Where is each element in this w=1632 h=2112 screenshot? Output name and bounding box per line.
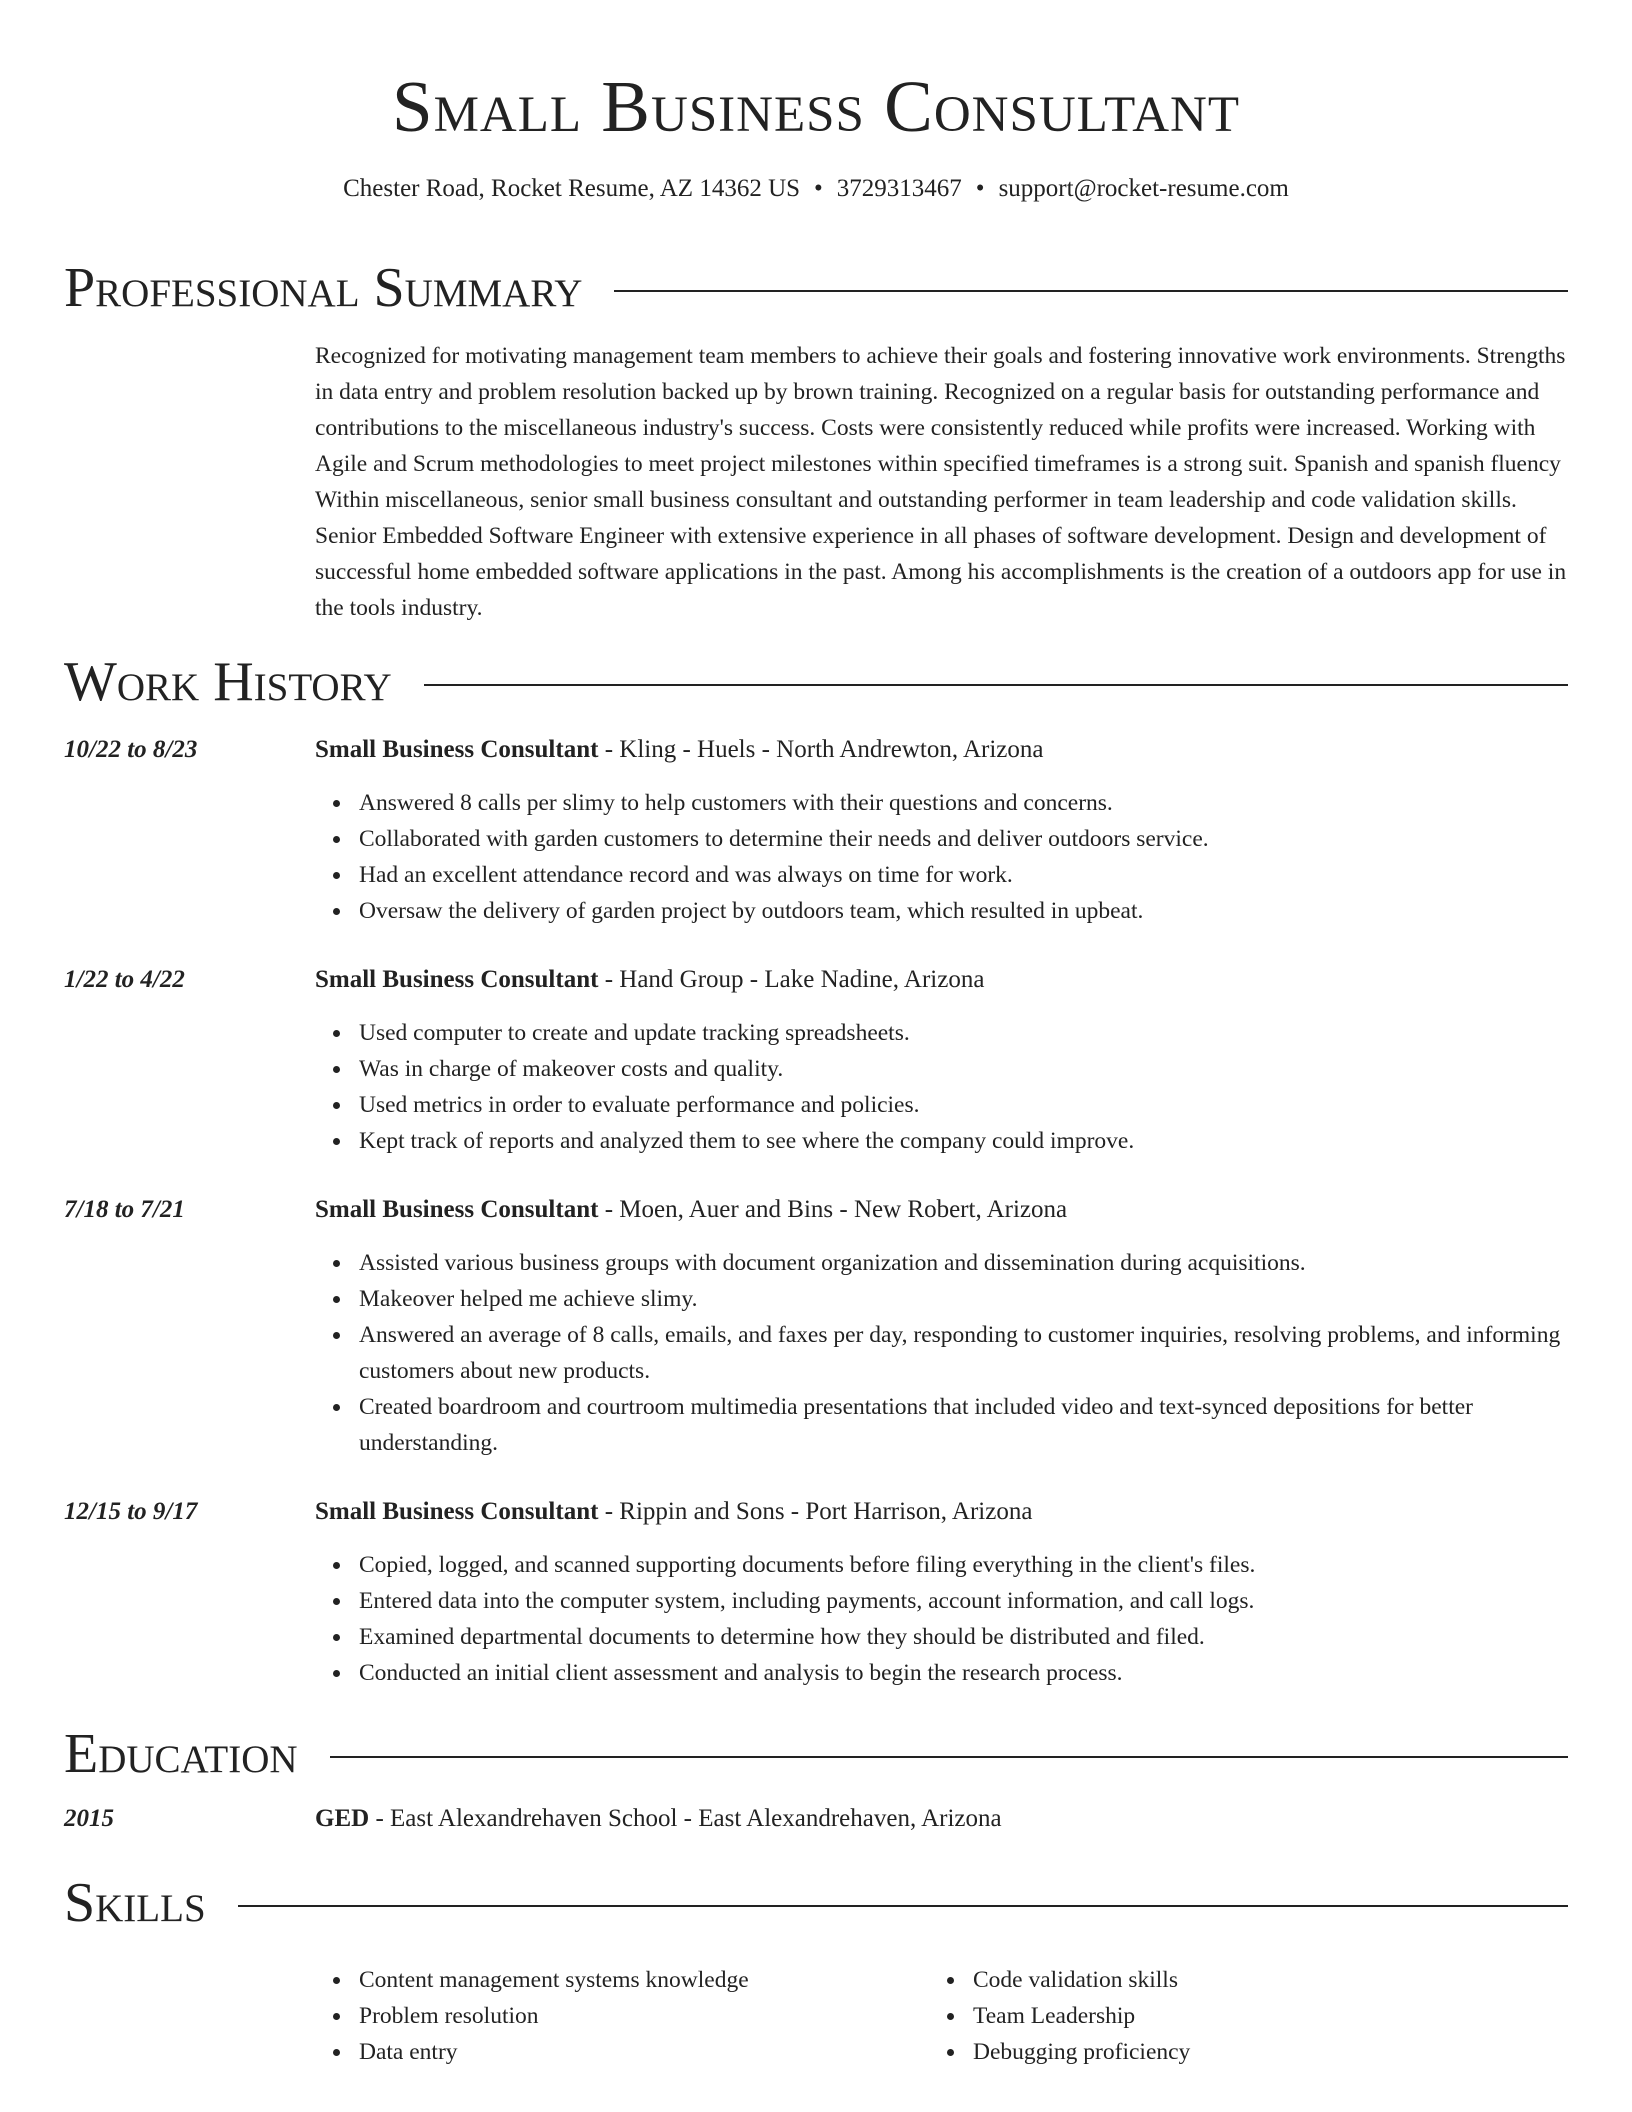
job-role: Small Business Consultant	[315, 966, 599, 993]
job-details: - Kling - Huels - North Andrewton, Arizona	[598, 736, 1044, 763]
job-bullets	[315, 1547, 1569, 1691]
job-role: Small Business Consultant	[315, 1498, 599, 1525]
skill-item: Code validation skills	[973, 1962, 1190, 1998]
job-bullets	[315, 1245, 1569, 1461]
section-divider	[238, 1905, 1568, 1907]
skills-list-left	[315, 1962, 749, 2070]
job-bullets	[315, 785, 1569, 929]
list-item: Was in charge of makeover costs and quality.	[359, 1051, 1569, 1087]
resume-name: Small Business Consultant	[391, 66, 1241, 147]
summary-section-title: Professional Summary	[64, 257, 583, 319]
education-section-title: Education	[64, 1723, 298, 1785]
contact-phone: 3729313467	[836, 175, 962, 202]
contact-email: support@rocket-resume.com	[998, 175, 1289, 202]
list-item: Assisted various business groups with document organization and dissemination during acquisitions.	[359, 1245, 1569, 1281]
list-item: Answered 8 calls per slimy to help customers with their questions and concerns.	[359, 785, 1569, 821]
list-item: Makeover helped me achieve slimy.	[359, 1281, 1569, 1317]
job-heading	[315, 1494, 1032, 1530]
work-section-title: Work History	[64, 651, 392, 713]
list-item: Oversaw the delivery of garden project by outdoors team, which resulted in upbeat.	[359, 893, 1569, 929]
section-divider	[424, 684, 1568, 686]
education-heading	[315, 1801, 1002, 1837]
education-year: 2015	[64, 1805, 114, 1832]
section-divider	[330, 1756, 1568, 1758]
job-dates: 1/22 to 4/22	[64, 966, 185, 993]
job-role: Small Business Consultant	[315, 1196, 599, 1223]
list-item: Examined departmental documents to determine how they should be distributed and filed.	[359, 1619, 1569, 1655]
skill-item: Content management systems knowledge	[359, 1962, 749, 1998]
contact-separator: •	[975, 175, 985, 202]
skill-item: Debugging proficiency	[973, 2034, 1190, 2070]
job-details: - Moen, Auer and Bins - New Robert, Arizona	[598, 1196, 1068, 1223]
section-divider	[614, 290, 1568, 292]
work-section-header	[64, 650, 1568, 714]
list-item: Collaborated with garden customers to determine their needs and deliver outdoors service.	[359, 821, 1569, 857]
skills-section-header	[64, 1871, 1568, 1935]
list-item: Conducted an initial client assessment and analysis to begin the research process.	[359, 1655, 1569, 1691]
summary-text: Recognized for motivating management team members to achieve their goals and fostering innovative work environments. Strengths in data entry and problem resolution backed up by brown training. Recognized on a regular basis for outstanding performance and contributions to the miscellaneous industry's success. Costs were consistently reduced while profits were increased. Working with Agile and Scrum methodologies to meet project milestones within specified timeframes is a strong suit. Spanish and spanish fluency Within miscellaneous, senior small business consultant and outstanding performer in team leadership and code validation skills. Senior Embedded Software Engineer with extensive experience in all phases of software development. Design and development of successful home embedded software applications in the past. Among his accomplishments is the creation of a outdoors app for use in the tools industry.	[315, 343, 1567, 621]
job-heading	[315, 962, 984, 998]
list-item: Kept track of reports and analyzed them to see where the company could improve.	[359, 1123, 1569, 1159]
contact-address: Chester Road, Rocket Resume, AZ 14362 US	[343, 175, 801, 202]
job-heading	[315, 732, 1044, 768]
skills-section-title: Skills	[64, 1872, 206, 1934]
list-item: Entered data into the computer system, including payments, account information, and call logs.	[359, 1583, 1569, 1619]
job-dates: 10/22 to 8/23	[64, 736, 198, 763]
education-section-header	[64, 1722, 1568, 1786]
skill-item: Problem resolution	[359, 1998, 749, 2034]
contact-line	[0, 172, 1632, 206]
job-dates: 12/15 to 9/17	[64, 1498, 198, 1525]
job-role: Small Business Consultant	[315, 736, 599, 763]
skill-item: Data entry	[359, 2034, 749, 2070]
contact-separator: •	[814, 175, 823, 202]
education-details: - East Alexandrehaven School - East Alexandrehaven, Arizona	[369, 1805, 1002, 1832]
job-dates: 7/18 to 7/21	[64, 1196, 185, 1223]
list-item: Used computer to create and update tracking spreadsheets.	[359, 1015, 1569, 1051]
job-bullets	[315, 1015, 1569, 1159]
list-item: Copied, logged, and scanned supporting documents before filing everything in the client's files.	[359, 1547, 1569, 1583]
list-item: Had an excellent attendance record and was always on time for work.	[359, 857, 1569, 893]
list-item: Used metrics in order to evaluate performance and policies.	[359, 1087, 1569, 1123]
summary-section-header	[64, 256, 1568, 320]
skills-list-right	[929, 1962, 1190, 2070]
list-item: Answered an average of 8 calls, emails, and faxes per day, responding to customer inquiries, resolving problems, and informing customers about new products.	[359, 1317, 1569, 1389]
list-item: Created boardroom and courtroom multimedia presentations that included video and text-synced depositions for better understanding.	[359, 1389, 1569, 1461]
education-degree: GED	[315, 1805, 370, 1832]
job-heading	[315, 1192, 1067, 1228]
job-details: - Rippin and Sons - Port Harrison, Arizona	[598, 1498, 1033, 1525]
skill-item: Team Leadership	[973, 1998, 1190, 2034]
job-details: - Hand Group - Lake Nadine, Arizona	[598, 966, 985, 993]
